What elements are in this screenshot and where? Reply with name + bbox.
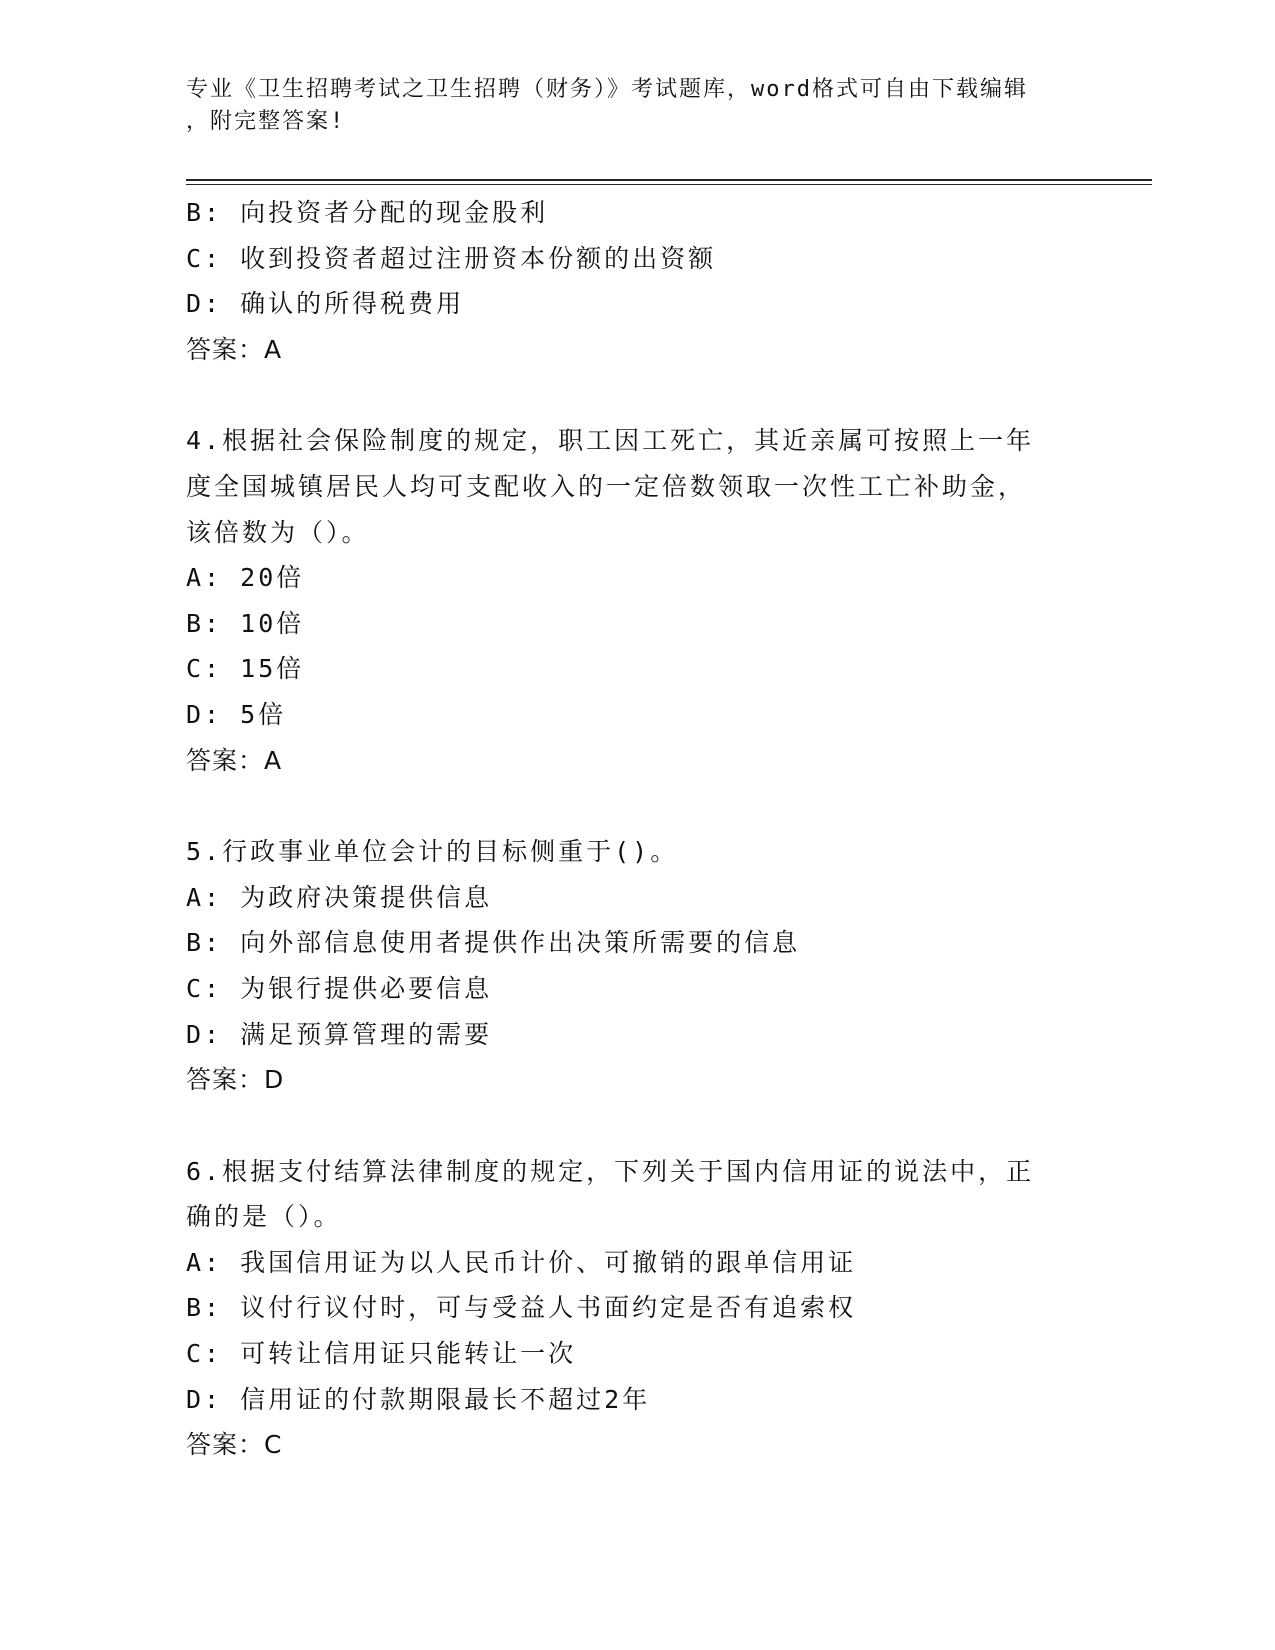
q6-option-c: C: 可转让信用证只能转让一次 xyxy=(186,1339,577,1369)
header-line-2: ，附完整答案! xyxy=(186,109,346,134)
q6-option-d: D: 信用证的付款期限最长不超过2年 xyxy=(186,1384,651,1414)
question-6 xyxy=(186,1149,1086,1468)
question-list xyxy=(186,190,1086,1468)
q3-option-d: D: 确认的所得税费用 xyxy=(186,289,465,319)
header-divider-thin xyxy=(186,184,1152,185)
q3-option-b: B: 向投资者分配的现金股利 xyxy=(186,198,549,227)
header-divider-thick xyxy=(186,179,1152,181)
document-header xyxy=(186,74,1086,138)
q5-option-c: C: 为银行提供必要信息 xyxy=(186,973,493,1003)
q3-option-c: C: 收到投资者超过注册资本份额的出资额 xyxy=(186,243,717,273)
q5-option-b: B: 向外部信息使用者提供作出决策所需要的信息 xyxy=(186,928,801,958)
q6-option-b: B: 议付行议付时，可与受益人书面约定是否有追索权 xyxy=(186,1293,857,1323)
q4-answer: 答案：A xyxy=(186,745,283,775)
question-5 xyxy=(186,829,1086,1103)
q4-text-line-3: 该倍数为（）。 xyxy=(186,517,370,547)
question-3 xyxy=(186,190,1086,372)
q6-text-line-2: 确的是（）。 xyxy=(186,1202,342,1232)
q4-option-a: A: 20倍 xyxy=(186,563,305,593)
question-4 xyxy=(186,418,1086,783)
q5-text-line-1: 5.行政事业单位会计的目标侧重于()。 xyxy=(186,837,679,867)
q4-option-c: C: 15倍 xyxy=(186,654,305,684)
q6-answer: 答案：C xyxy=(186,1430,283,1460)
q4-text-line-1: 4.根据社会保险制度的规定，职工因工死亡，其近亲属可按照上一年 xyxy=(186,426,1035,456)
header-line-1: 专业《卫生招聘考试之卫生招聘（财务）》考试题库，word格式可自由下载编辑 xyxy=(186,77,1028,102)
q5-answer: 答案：D xyxy=(186,1065,285,1095)
q5-option-d: D: 满足预算管理的需要 xyxy=(186,1019,493,1049)
q6-text-line-1: 6.根据支付结算法律制度的规定，下列关于国内信用证的说法中，正 xyxy=(186,1156,1035,1186)
q5-option-a: A: 为政府决策提供信息 xyxy=(186,882,493,912)
q6-option-a: A: 我国信用证为以人民币计价、可撤销的跟单信用证 xyxy=(186,1247,857,1277)
q4-text-line-2: 度全国城镇居民人均可支配收入的一定倍数领取一次性工亡补助金， xyxy=(186,471,1027,501)
q3-answer: 答案：A xyxy=(186,334,283,364)
q4-option-d: D: 5倍 xyxy=(186,699,287,729)
q4-option-b: B: 10倍 xyxy=(186,608,305,638)
